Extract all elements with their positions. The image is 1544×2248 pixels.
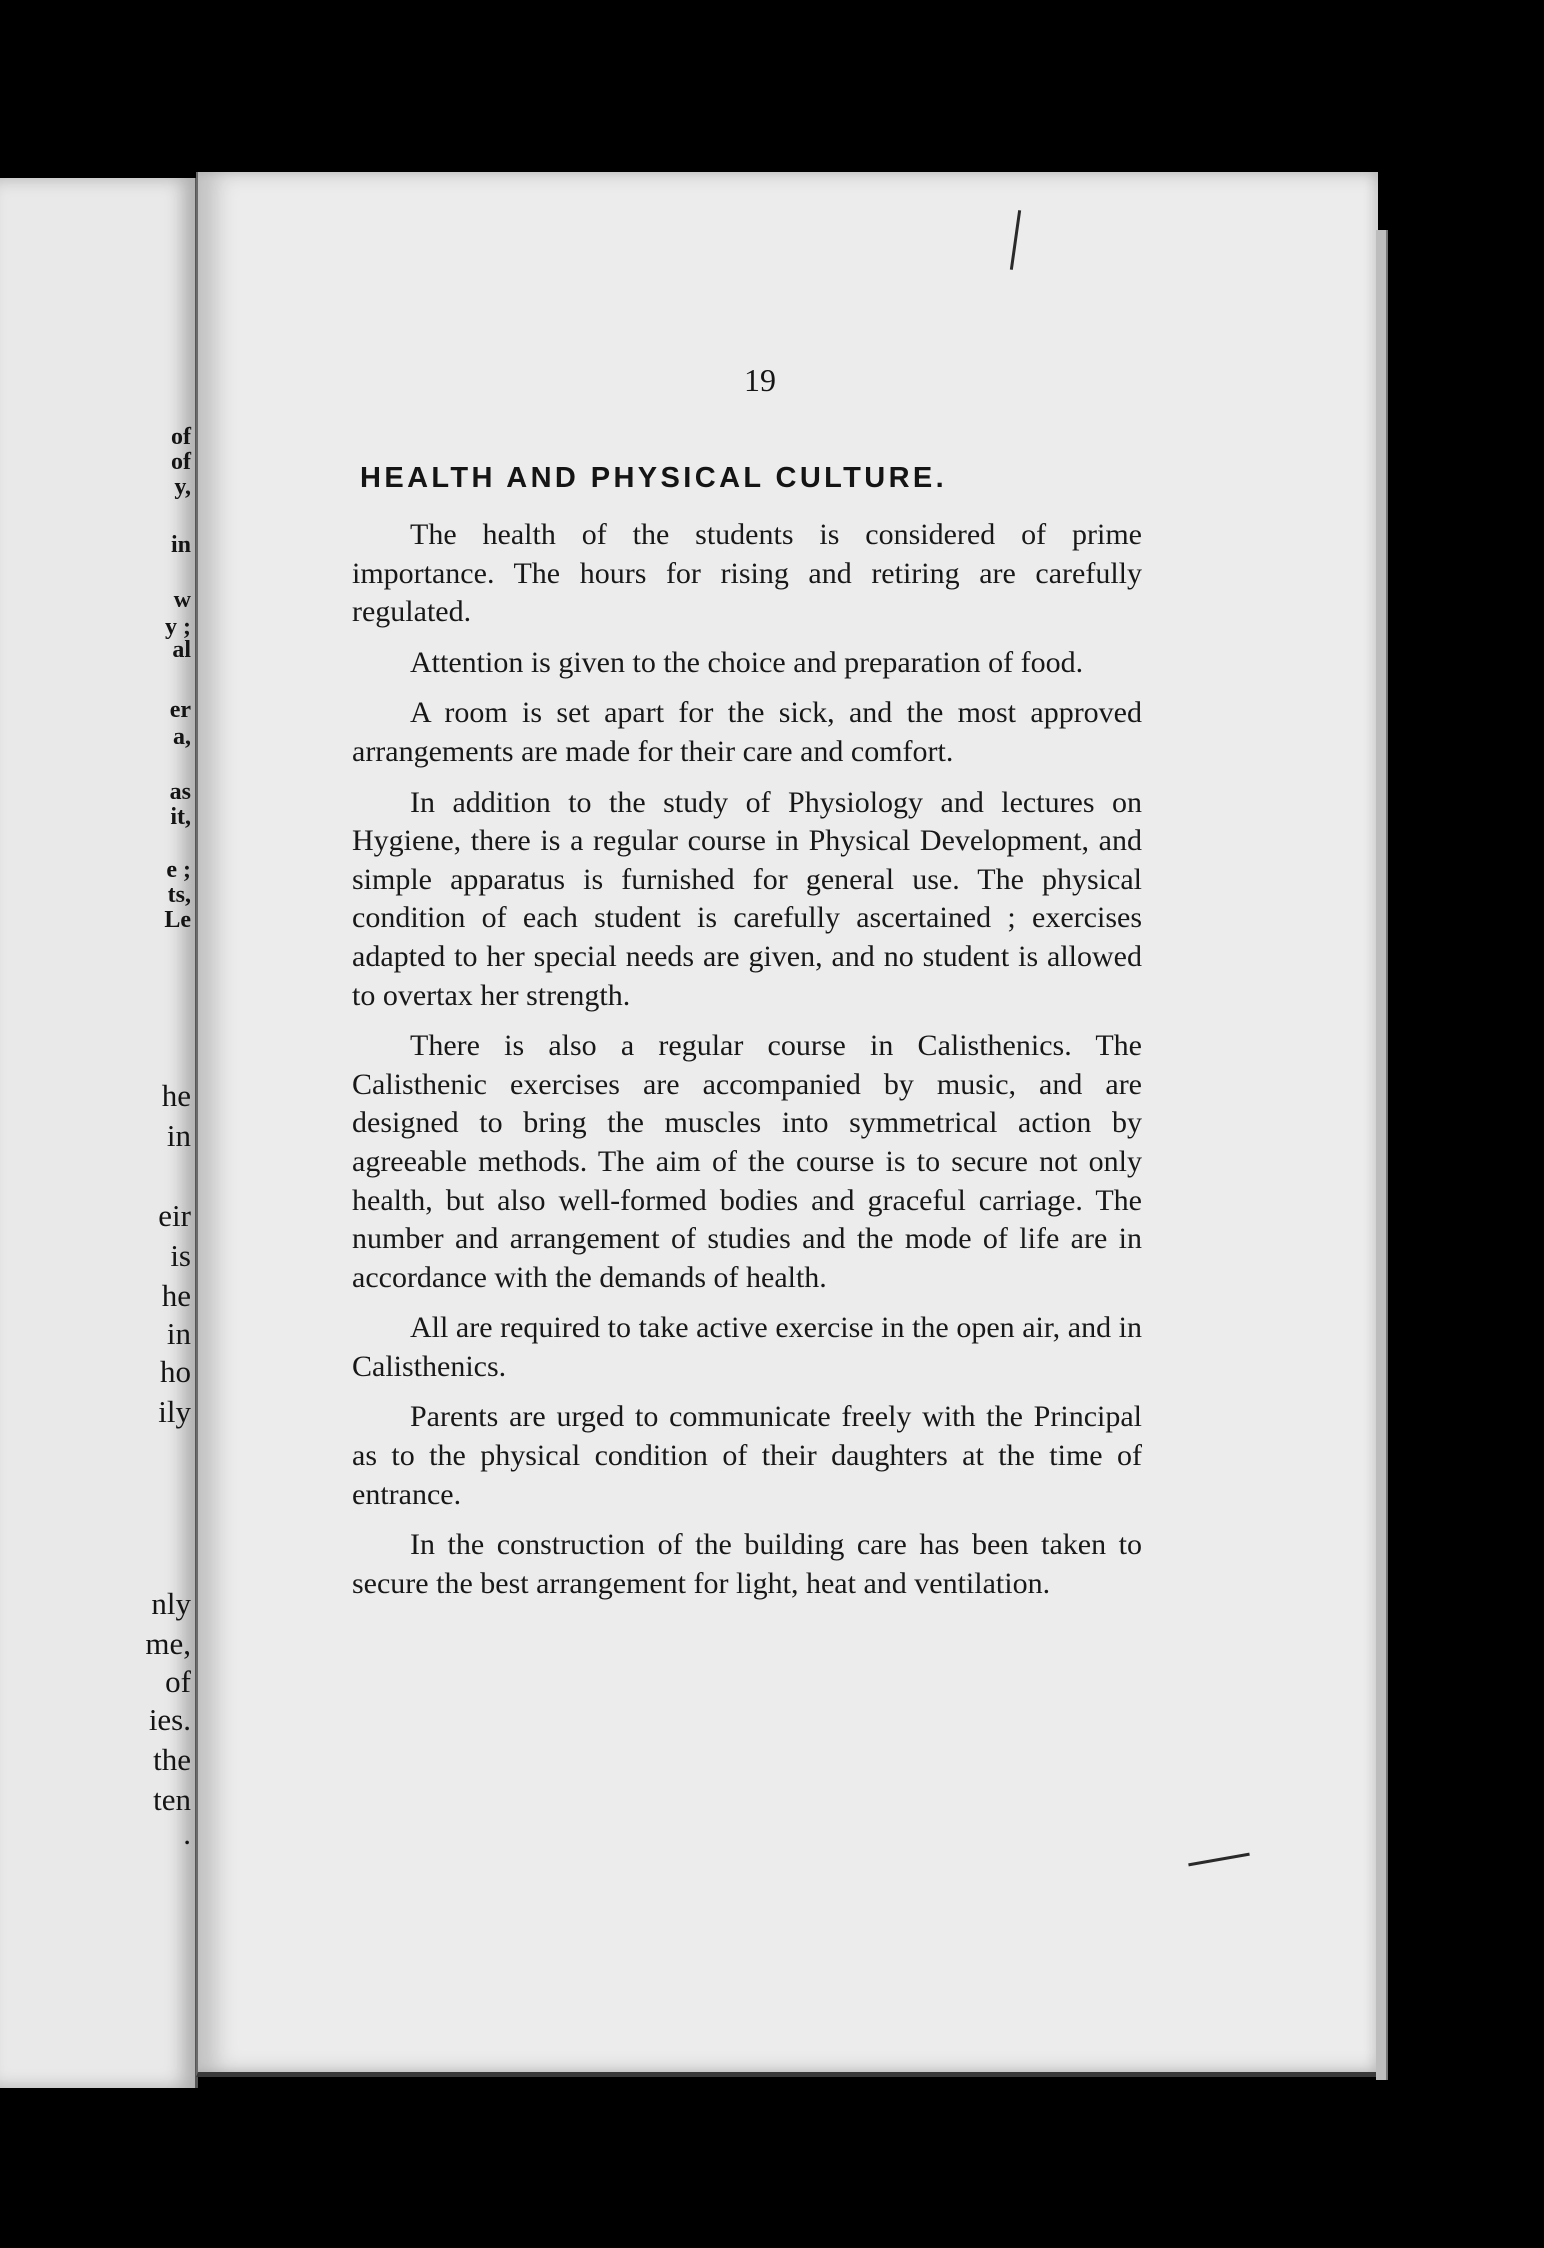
left-fragment: er xyxy=(169,697,191,723)
left-fragment: the xyxy=(153,1742,191,1777)
left-fragment: a, xyxy=(173,724,191,750)
page-edge xyxy=(1376,230,1388,2080)
left-fragment: ten xyxy=(153,1782,191,1817)
paragraph: Attention is given to the choice and preparation of food. xyxy=(410,645,1084,679)
facing-page-fragment xyxy=(0,178,198,2088)
left-fragment: of xyxy=(171,449,191,475)
paragraph: A room is set apart for the sick, and the most approved arrangements are made for their care and comfort. xyxy=(352,696,1142,768)
left-fragment: ho xyxy=(160,1354,191,1389)
left-fragment: of xyxy=(165,1664,191,1699)
body-text xyxy=(352,516,1142,1615)
left-fragment: in xyxy=(170,532,191,558)
left-fragment: as xyxy=(169,779,191,805)
left-fragment: ts, xyxy=(167,882,191,908)
left-fragment: eir xyxy=(158,1198,191,1233)
paragraph: In addition to the study of Physiology and lectures on Hygiene, there is a regular course in Physical Development, and simple apparatus is furnished for general use. The physical condition of each student is carefully ascertained ; exercises adapted to her special needs are given, and no student is allowed to overtax her strength. xyxy=(352,785,1142,1012)
section-heading: HEALTH AND PHYSICAL CULTURE. xyxy=(360,462,948,494)
left-fragment: y ; xyxy=(165,614,191,640)
left-fragment: it, xyxy=(170,804,191,830)
left-fragment: he xyxy=(161,1078,191,1113)
left-fragment: he xyxy=(161,1278,191,1313)
page-number: 19 xyxy=(744,362,776,398)
paragraph: There is also a regular course in Calisthenics. The Calisthenic exercises are accompanied by music, and are designed to bring the muscles into symmetrical action by agreeable methods. The aim of the course is to secure not only health, but also well-formed bodies and graceful carriage. The number and arrangement of studies and the mode of life are in accordance with the demands of health. xyxy=(352,1029,1142,1294)
left-fragment: . xyxy=(183,1816,191,1851)
left-fragment: ily xyxy=(158,1394,191,1429)
paragraph: Parents are urged to communicate freely with the Principal as to the physical condition of their daughters at the time of entrance. xyxy=(352,1400,1142,1511)
paragraph: The health of the students is considered of prime importance. The hours for rising and retiring are carefully regulated. xyxy=(352,518,1142,629)
left-fragment: nly xyxy=(151,1586,191,1621)
left-fragment: y, xyxy=(174,474,191,500)
left-fragment: me, xyxy=(145,1626,191,1661)
paragraph: In the construction of the building care has been taken to secure the best arrangement for light, heat and ventilation. xyxy=(352,1528,1142,1600)
left-fragment: ies. xyxy=(148,1702,191,1737)
left-fragment: w xyxy=(173,587,191,613)
left-fragment: in xyxy=(166,1118,191,1153)
paragraph: All are required to take active exercise in the open air, and in Calisthenics. xyxy=(352,1311,1142,1383)
left-fragment: Le xyxy=(164,907,191,933)
left-fragment: of xyxy=(171,424,191,450)
left-fragment: al xyxy=(172,637,191,663)
left-fragment: e ; xyxy=(166,857,191,883)
left-fragment: in xyxy=(166,1316,191,1351)
left-fragment: is xyxy=(170,1238,191,1273)
